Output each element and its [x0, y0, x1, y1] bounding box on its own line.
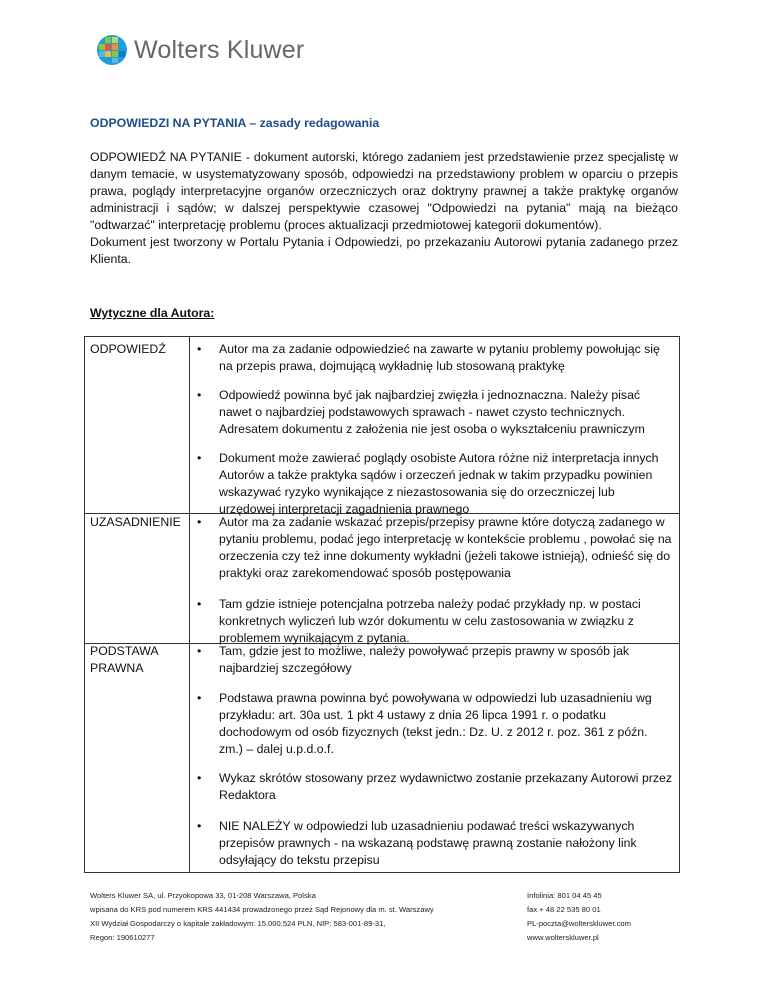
- bullet-text: Tam, gdzie jest to możliwe, należy powoływać przepis prawny w sposób jak najbardziej szczegółowy: [219, 644, 630, 675]
- company-logo: [96, 34, 304, 66]
- footer-website-link[interactable]: www.wolterskluwer.pl: [527, 933, 599, 942]
- list-item: [197, 387, 673, 438]
- bullet-text: Odpowiedź powinna być jak najbardziej zwięzła i jednoznaczna. Należy pisać nawet o najbardziej podstawowych sprawach - nawet czysto technicznych. Adresatem dokumentu z założenia nie jest osoba o wykształceniu prawniczym: [219, 388, 645, 436]
- row-label-odpowiedz: ODPOWIEDŹ: [90, 342, 166, 356]
- guidelines-title: Wytyczne dla Autora:: [90, 306, 215, 320]
- bullet-icon: •: [197, 515, 202, 529]
- footer-line: wpisana do KRS pod numerem KRS 441434 prowadzonego przez Sąd Rejonowy dla m. st. Warszawy: [90, 905, 434, 914]
- wolters-kluwer-globe-logo-icon: [96, 34, 128, 66]
- bullet-text: Tam gdzie istnieje potencjalna potrzeba należy podać przykłady np. w postaci konkretnych wyliczeń lub wzór dokumentu w celu zastosowania w związku z problemem wynikającym z pytania.: [219, 597, 641, 645]
- list-item: [197, 341, 673, 375]
- list-item: [197, 690, 673, 758]
- footer-company-info: [90, 889, 490, 945]
- row-label-uzasadnienie: UZASADNIENIE: [90, 515, 181, 529]
- intro-paragraph: ODPOWIEDŹ NA PYTANIE - dokument autorski, którego zadaniem jest przedstawienie przez specjalistę w danym temacie, w usystematyzowany sposób, odpowiedzi na przedstawiony problem w oparciu o przepis prawa, poglądy interpretacyjne organów orzeczniczych oraz doktryny prawnej a także praktykę organów administracji i sądów; w dalszej perspektywie czasowej "Odpowiedzi na pytania" mają na bieżąco "odtwarzać" interpretację problemu (proces aktualizacji przedmiotowej kategorii dokumentów).: [90, 150, 678, 232]
- list-item: [197, 818, 673, 869]
- bullet-text: Autor ma za zadanie wskazać przepis/przepisy prawne które dotyczą zadanego w pytaniu problemu, podać jego interpretację w kontekście problemu , powołać się na orzeczenia czy też inne dokumenty wykładni (jeżeli takowe istnieją), odnieść się do praktyki oraz zarekomendować sposób postępowania: [219, 515, 672, 580]
- row-label-prawna: PRAWNA: [90, 661, 144, 675]
- bullet-text: Dokument może zawierać poglądy osobiste Autora różne niż interpretacja innych Autorów a także praktyka sądów i orzeczeń jednak w takim przypadku powinien wskazywać ryzyko wynikające z niezastosowania się do orzeczniczej lub urzędowej interpretacji zagadnienia prawnego: [219, 451, 659, 516]
- footer-fax: fax + 48 22 535 80 01: [527, 905, 601, 914]
- row-label-podstawa: PODSTAWA: [90, 644, 159, 658]
- bullet-icon: •: [197, 691, 202, 705]
- intro-paragraph: Dokument jest tworzony w Portalu Pytania i Odpowiedzi, po przekazaniu Autorowi pytania zadanego przez Klienta.: [90, 235, 678, 266]
- footer-line: Regon: 190610277: [90, 933, 155, 942]
- bullet-icon: •: [197, 644, 202, 658]
- table-column-divider: [189, 336, 190, 873]
- bullet-text: Autor ma za zadanie odpowiedzieć na zawarte w pytaniu problemy powołując się na przepis prawa, dojmującą wykładnię lub stosowaną praktykę: [219, 342, 660, 373]
- list-item: [197, 514, 673, 582]
- list-item: [197, 596, 673, 647]
- bullet-icon: •: [197, 342, 202, 356]
- footer-email-link[interactable]: PL-poczta@wolterskluwer.com: [527, 919, 631, 928]
- footer-line: Wolters Kluwer SA, ul. Przyokopowa 33, 01-208 Warszawa, Polska: [90, 891, 316, 900]
- bullet-icon: •: [197, 597, 202, 611]
- bullet-icon: •: [197, 771, 202, 785]
- footer-phone: Infolinia: 801 04 45 45: [527, 891, 602, 900]
- list-item: [197, 450, 673, 518]
- bullet-text: Podstawa prawna powinna być powoływana w odpowiedzi lub uzasadnieniu wg przykładu: art. 30a ust. 1 pkt 4 ustawy z dnia 26 lipca 1991 r. o podatku dochodowym od osób fizycznych (tekst jedn.: Dz. U. z 2012 r. poz. 361 z późn. zm.) – dalej u.p.d.o.f.: [219, 691, 652, 756]
- footer-contact-info: [527, 889, 727, 945]
- bullet-text: Wykaz skrótów stosowany przez wydawnictwo zostanie przekazany Autorowi przez Redaktora: [219, 771, 673, 802]
- intro-section: [90, 149, 678, 268]
- list-item: [197, 643, 673, 677]
- page-title: ODPOWIEDZI NA PYTANIA – zasady redagowania: [90, 116, 380, 130]
- list-item: [197, 770, 673, 804]
- brand-name: Wolters Kluwer: [134, 35, 305, 64]
- bullet-icon: •: [197, 451, 202, 465]
- footer-line: XII Wydział Gospodarczy o kapitale zakładowym: 15.000.524 PLN, NIP: 583-001-89-31,: [90, 919, 386, 928]
- bullet-text: NIE NALEŻY w odpowiedzi lub uzasadnieniu podawać treści wskazywanych przepisów prawnych - na wskazaną podstawę prawną zostanie nałożony link odsyłający do tekstu przepisu: [219, 819, 637, 867]
- bullet-icon: •: [197, 819, 202, 833]
- bullet-icon: •: [197, 388, 202, 402]
